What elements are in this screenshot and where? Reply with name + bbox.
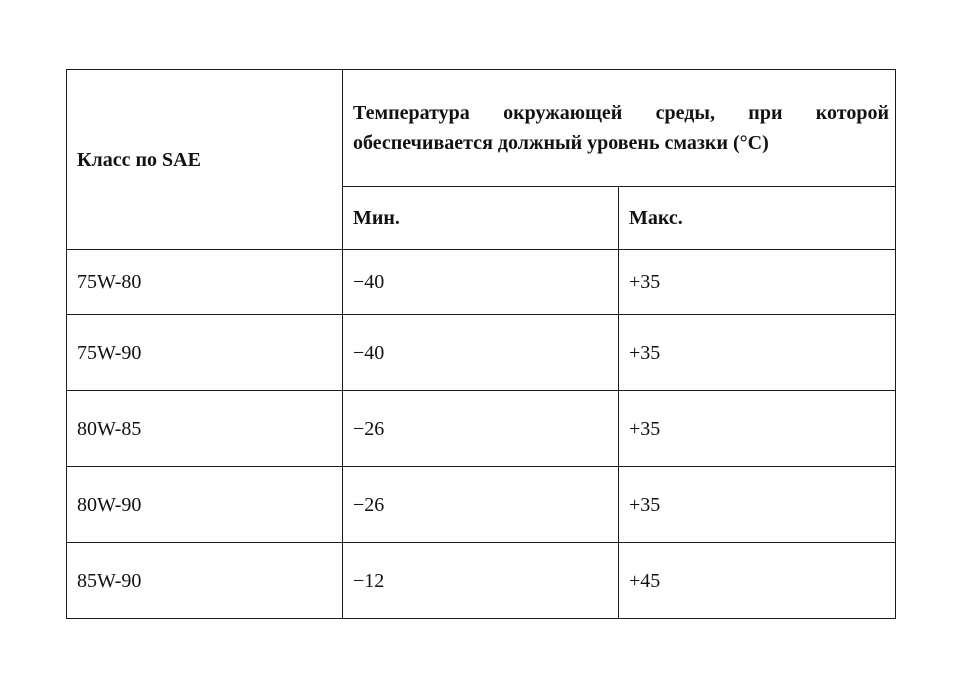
cell-class: 80W-85 <box>67 391 343 467</box>
cell-class: 80W-90 <box>67 467 343 543</box>
cell-min: −26 <box>343 467 619 543</box>
table-row <box>67 391 896 467</box>
table-row <box>67 543 896 619</box>
cell-class: 75W-80 <box>67 250 343 315</box>
cell-max: +35 <box>619 315 896 391</box>
cell-class: 75W-90 <box>67 315 343 391</box>
cell-min: −26 <box>343 391 619 467</box>
table-row <box>67 315 896 391</box>
cell-min: −12 <box>343 543 619 619</box>
cell-max: +35 <box>619 391 896 467</box>
header-min: Мин. <box>343 187 619 250</box>
table-row <box>67 467 896 543</box>
cell-max: +35 <box>619 250 896 315</box>
header-sae-class: Класс по SAE <box>67 70 343 250</box>
table-row <box>67 250 896 315</box>
cell-max: +45 <box>619 543 896 619</box>
header-temperature: Температура окружающей среды, при которой обеспечивается должный уровень смазки (°С) <box>343 70 896 187</box>
cell-class: 85W-90 <box>67 543 343 619</box>
sae-temperature-table <box>66 69 896 619</box>
cell-min: −40 <box>343 250 619 315</box>
header-max: Макс. <box>619 187 896 250</box>
cell-min: −40 <box>343 315 619 391</box>
table-header-row <box>67 70 896 187</box>
cell-max: +35 <box>619 467 896 543</box>
